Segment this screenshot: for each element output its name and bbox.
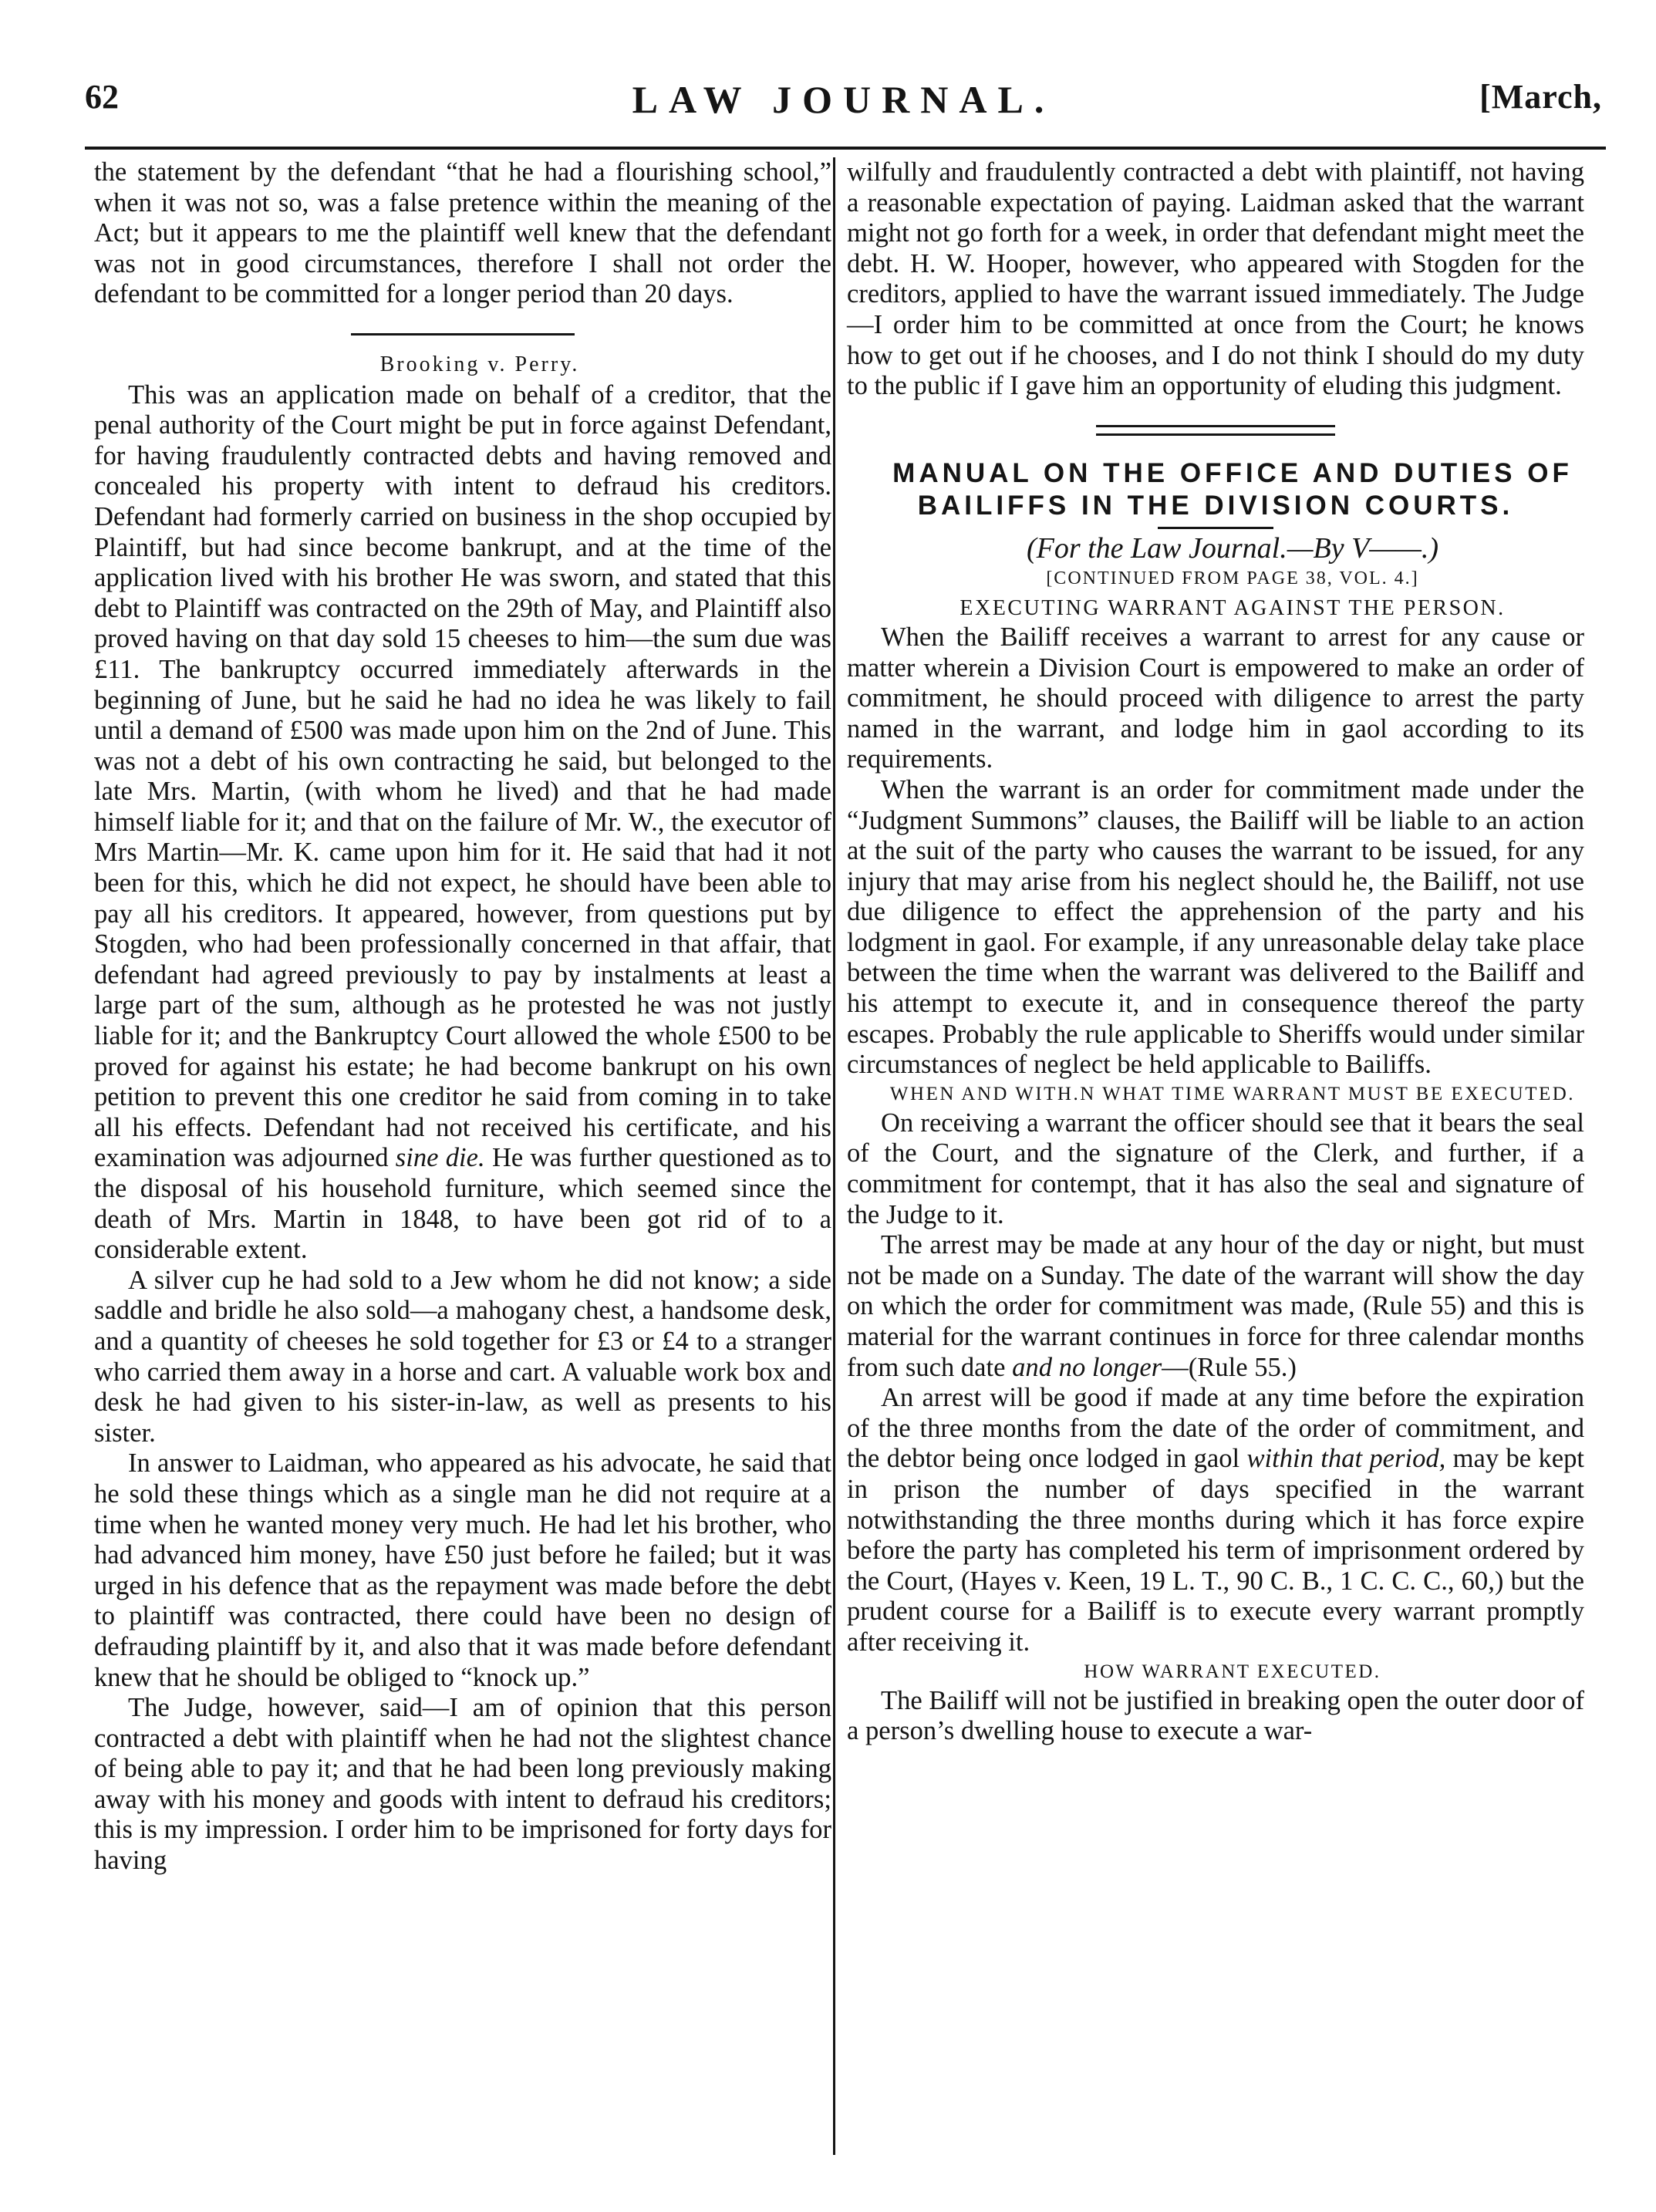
section-rule	[351, 333, 575, 336]
italic-text: within that period,	[1246, 1444, 1446, 1474]
italic-text: sine die.	[395, 1143, 485, 1173]
subheading: HOW WARRANT EXECUTED.	[1084, 1661, 1381, 1682]
column-divider	[833, 157, 835, 2155]
header-rule	[85, 147, 1606, 150]
left-column	[94, 157, 831, 1876]
paragraph: When the Bailiff receives a warrant to arrest for any cause or matter wherein a Division Court is empowered to make an order of commitment, he should proceed with diligence to arrest the party named in the warrant, and lodge him in gaol according to its requirements.	[847, 622, 1584, 774]
paragraph: The Judge, however, said—I am of opinion that this person contracted a debt with plaintiff when he had not the slightest chance of being able to pay it; and that he had been long previously making away with his money and goods with intent to defraud his creditors; this is my impression. I order him to be imprisoned for forty days for having	[94, 1693, 831, 1876]
section-title-line: BAILIFFS IN THE DIVISION COURTS.	[917, 490, 1514, 521]
subheading: WHEN AND WITH.N WHAT TIME WARRANT MUST BE EXECUTED.	[889, 1083, 1576, 1104]
paragraph: A silver cup he had sold to a Jew whom he did not know; a side saddle and bridle he also sold—a mahogany chest, a handsome desk, and a quantity of cheeses he sold together for £3 or £4 to a stranger who carried them away in a horse and cart. A valuable work box and desk he had given to his sister-in-law, as well as presents to his sister.	[94, 1265, 831, 1448]
month-label: [March,	[1479, 78, 1602, 116]
paragraph: In answer to Laidman, who appeared as his advocate, he said that he sold these things which as a single man he did not require at a time when he wanted money very much. He had let his brother, who had advanced him money, have £50 just before he failed; but it was urged in his defence that as the repayment was made before the debt to plaintiff was contracted, there could have been no design of defrauding plaintiff by it, and also that it was made before defendant knew that he should be obliged to “knock up.”	[94, 1448, 831, 1692]
paragraph-text: may be kept in prison the number of days specified in the warrant notwithstanding the three months during which it has force expire before the party has completed his term of imprisonment ordered by the Court, (Hayes v. Keen, 19 L. T., 90 C. B., 1 C. C. C., 60,) but the prudent course for a Bailiff is to execute every warrant promptly after receiving it.	[847, 1444, 1584, 1657]
paragraph-text: —(Rule 55.)	[1162, 1352, 1297, 1382]
paragraph: the statement by the defendant “that he had a flourishing school,” when it was not so, was a false pretence within the meaning of the Act; but it appears to me the plaintiff well knew that the defendant was not in good circumstances, therefore I shall not order the defendant to be committed for a longer period than 20 days.	[94, 157, 831, 309]
paragraph	[847, 1230, 1584, 1383]
paragraph-text: This was an application made on behalf of a creditor, that the penal authority of the Court might be put in force against Defendant, for having fraudulently contracted debts and having removed and concealed his property with intent to defraud his creditors. Defendant had formerly carried on business in the shop occupied by Plaintiff, but had since become bankrupt, and at the time of the application lived with his brother He was sworn, and stated that this debt to Plaintiff was contracted on the 29th of May, and Plaintiff also proved having on that day sold 15 cheeses to him—the sum due was £11. The bankruptcy occurred immediately afterwards in the beginning of June, but he said he had no idea he was likely to fail until a demand of £500 was made upon him on the 2nd of June. This was not a debt of his own contracting he said, but belonged to the late Mrs. Martin, (with whom he lived) and that he had made himself liable for it; and that on the failure of Mr. W., the executor of Mrs Martin—Mr. K. came upon him for it. He said that had it not been for this, which he did not expect, he should have been able to pay all his creditors. It appeared, however, from questions put by Stogden, who had been professionally concerned in that affair, that defendant had agreed previously to pay by instalments at least a large part of the sum, although as he protested he was not justly liable for it; and the Bankruptcy Court allowed the whole £500 to be proved for against his estate; he had become bankrupt on his own petition to prevent this one creditor he said from coming in to take all his effects. Defendant had not received his certificate, and his examination was adjourned	[94, 379, 831, 1173]
paragraph: The Bailiff will not be justified in breaking open the outer door of a person’s dwelling house to execute a war-	[847, 1685, 1584, 1746]
paragraph	[847, 1383, 1584, 1657]
journal-title: LAW JOURNAL.	[632, 78, 1055, 121]
paragraph: When the warrant is an order for commitment made under the “Judgment Summons” clauses, the Bailiff will be liable to an action at the suit of the party who causes the warrant to be issued, for any injury that may arise from his neglect should he, the Bailiff, not use due diligence to effect the apprehension of the party and his lodgment in gaol. For example, if any unreasonable delay take place between the time when the warrant was delivered to the Bailiff and his attempt to execute it, and in consequence thereof the party escapes. Probably the rule applicable to Sheriffs would under similar circumstances of neglect be held applicable to Bailiffs.	[847, 774, 1584, 1080]
page-number: 62	[85, 78, 119, 116]
paragraph: wilfully and fraudulently contracted a debt with plaintiff, not having a reasonable expectation of paying. Laidman asked that the warrant might not go forth for a week, in order that defendant might meet the debt. H. W. Hooper, however, who appeared with Stogden for the creditors, applied to have the warrant issued immediately. The Judge —I order him to be committed at once from the Court; he knows how to get out if he chooses, and I do not think I should do my duty to the public if I gave him an opportunity of eluding this judgment.	[847, 157, 1584, 401]
running-header	[85, 77, 1602, 139]
case-title: Brooking v. Perry.	[379, 352, 580, 376]
paragraph	[94, 380, 831, 1266]
subheading: EXECUTING WARRANT AGAINST THE PERSON.	[960, 595, 1506, 620]
right-column	[847, 157, 1584, 1747]
section-double-rule	[1096, 425, 1335, 436]
byline: (For the Law Journal.—By V——.)	[1026, 531, 1439, 565]
italic-text: and no longer	[1012, 1352, 1162, 1382]
paragraph-text: The arrest may be made at any hour of the day or night, but must not be made on a Sunday. The date of the warrant will show the day on which the order for commitment was made, (Rule 55) and this is material for the warrant continues in force for three calendar months from such date	[847, 1230, 1584, 1382]
continued-note: [CONTINUED FROM PAGE 38, VOL. 4.]	[1046, 568, 1419, 589]
paragraph: On receiving a warrant the officer should see that it bears the seal of the Court, and the signature of the Clerk, and further, if a commitment for contempt, that it has also the seal and signature of the Judge to it.	[847, 1108, 1584, 1229]
title-rule	[1158, 527, 1273, 529]
paragraph-text: He was further questioned as to the disposal of his household furniture, which seemed since the death of Mrs. Martin in 1848, to have been got rid of to a considerable extent.	[94, 1143, 832, 1265]
section-title	[847, 457, 1584, 522]
section-title-line: MANUAL ON THE OFFICE AND DUTIES OF	[892, 457, 1573, 488]
paragraph-text: An arrest will be good if made at any time before the expiration of the three months from the date of the order of commitment, and the debtor being once lodged in gaol	[847, 1383, 1584, 1474]
